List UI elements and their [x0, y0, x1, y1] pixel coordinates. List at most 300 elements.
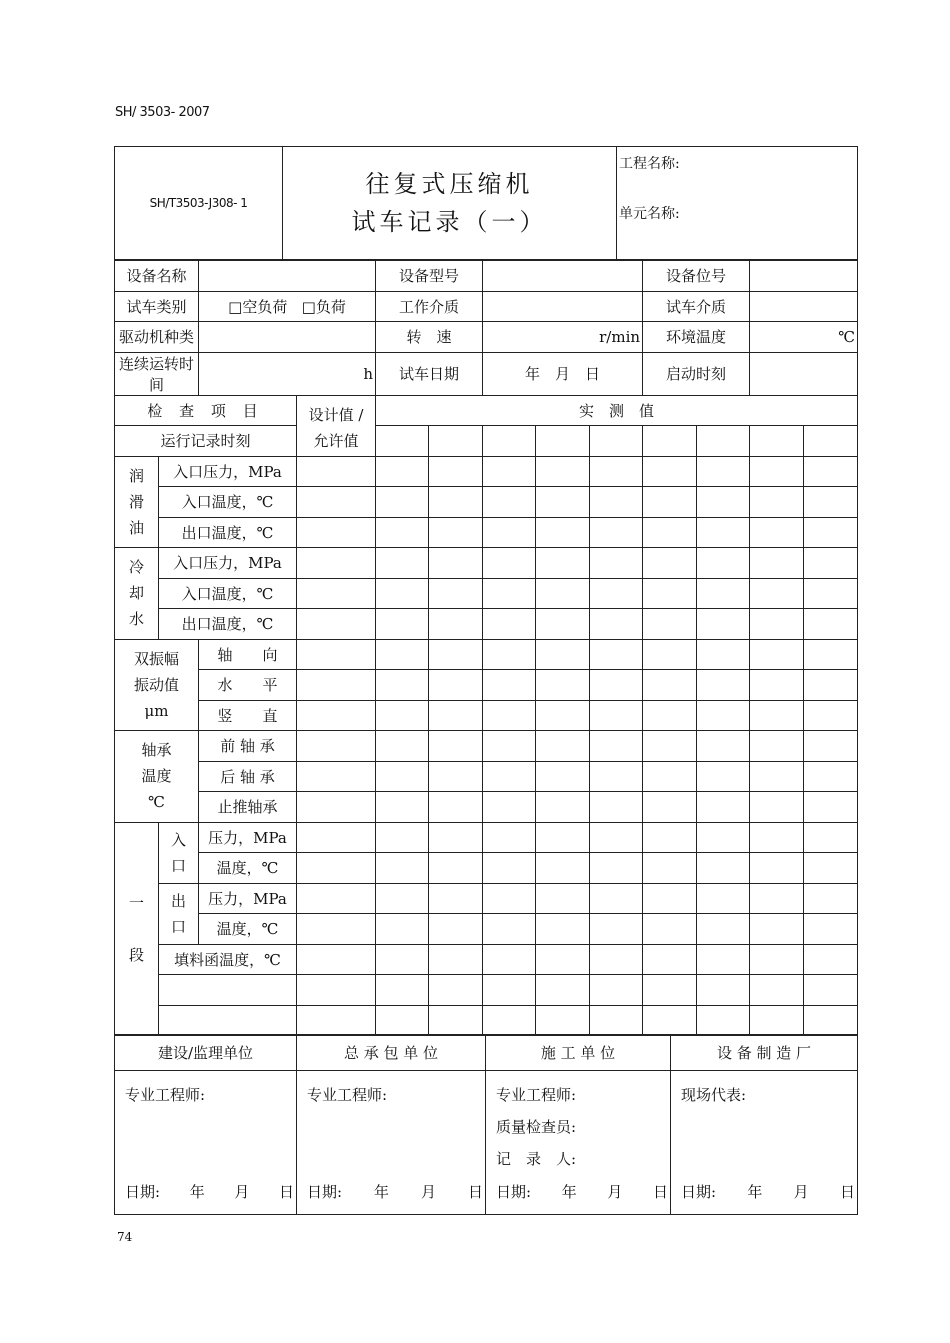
measured-value-cell[interactable]: [590, 456, 643, 487]
measured-value-cell[interactable]: [483, 456, 536, 487]
measured-value-cell[interactable]: [697, 822, 750, 853]
measured-value-cell[interactable]: [483, 578, 536, 609]
measured-value-cell[interactable]: [590, 914, 643, 945]
measured-value-cell[interactable]: [804, 761, 858, 792]
measured-value-cell[interactable]: [750, 792, 804, 823]
measured-value-cell[interactable]: [750, 1005, 804, 1036]
measured-value-cell[interactable]: [697, 883, 750, 914]
measured-value-cell[interactable]: [536, 761, 590, 792]
measured-value-cell[interactable]: [376, 578, 429, 609]
measured-value-cell[interactable]: [483, 609, 536, 640]
design-value-cell[interactable]: [297, 578, 376, 609]
stage1-row-6: [115, 975, 858, 1006]
measured-value-cell[interactable]: [697, 853, 750, 884]
measured-value-cell[interactable]: [697, 578, 750, 609]
measured-value-cell[interactable]: [429, 1005, 483, 1036]
measured-value-cell[interactable]: [429, 517, 483, 548]
measured-value-cell[interactable]: [697, 639, 750, 670]
design-value-cell[interactable]: [297, 639, 376, 670]
form-title-line2: 试车记录（一）: [351, 208, 548, 236]
measured-value-cell[interactable]: [804, 517, 858, 548]
bearing-row-3: [115, 792, 858, 823]
document-standard-code: SH/ 3503- 2007: [115, 105, 210, 120]
measured-value-cell[interactable]: [697, 456, 750, 487]
measured-value-cell[interactable]: [429, 822, 483, 853]
time-cell[interactable]: [536, 426, 590, 457]
engineer-label: 专业工程师:: [307, 1086, 388, 1104]
design-value-cell[interactable]: [297, 609, 376, 640]
measured-value-cell[interactable]: [536, 517, 590, 548]
project-name-label: 工程名称:: [619, 156, 680, 172]
start-time-value[interactable]: [750, 352, 858, 395]
measured-value-cell[interactable]: [376, 914, 429, 945]
measured-value-cell[interactable]: [536, 883, 590, 914]
time-cell[interactable]: [804, 426, 858, 457]
design-value-cell[interactable]: [297, 487, 376, 518]
measured-value-cell[interactable]: [750, 975, 804, 1006]
measured-value-cell[interactable]: [483, 944, 536, 975]
sign-date[interactable]: [496, 1176, 668, 1208]
stage1-row-3: [115, 883, 858, 914]
lube-inlet-temp-label: 入口温度，℃: [159, 487, 297, 518]
stage1-row-1: [115, 822, 858, 853]
measured-value-cell[interactable]: [697, 914, 750, 945]
measured-value-cell[interactable]: [590, 975, 643, 1006]
measured-value-cell[interactable]: [697, 670, 750, 701]
measured-value-cell[interactable]: [376, 883, 429, 914]
measured-value-cell[interactable]: [376, 670, 429, 701]
measured-value-cell[interactable]: [804, 975, 858, 1006]
stage1-row-2: [115, 853, 858, 884]
measured-value-cell[interactable]: [376, 731, 429, 762]
measured-value-cell[interactable]: [643, 731, 697, 762]
measured-value-cell[interactable]: [750, 548, 804, 579]
time-cell[interactable]: [750, 426, 804, 457]
measured-value-cell[interactable]: [750, 456, 804, 487]
design-value-cell[interactable]: [297, 548, 376, 579]
load-checkbox[interactable]: □负荷: [301, 297, 346, 316]
measured-value-cell[interactable]: [429, 761, 483, 792]
vib-group-line: μm: [144, 701, 169, 720]
time-cell[interactable]: [590, 426, 643, 457]
work-medium-label: 工作介质: [376, 291, 483, 322]
test-medium-label: 试车介质: [643, 291, 750, 322]
measured-value-cell[interactable]: [483, 700, 536, 731]
measured-value-cell[interactable]: [376, 517, 429, 548]
measured-value-cell[interactable]: [697, 792, 750, 823]
sign-date[interactable]: [125, 1176, 294, 1208]
measured-value-cell[interactable]: [536, 822, 590, 853]
year-label: 年: [747, 1183, 763, 1201]
day-label: 日: [652, 1183, 668, 1201]
time-cell[interactable]: [483, 426, 536, 457]
measured-value-cell[interactable]: [429, 944, 483, 975]
measured-value-cell[interactable]: [804, 609, 858, 640]
measured-value-cell[interactable]: [804, 456, 858, 487]
test-date-value[interactable]: 年 月 日: [483, 352, 643, 395]
measured-value-cell[interactable]: [590, 761, 643, 792]
date-label: 日期:: [307, 1183, 343, 1201]
cool-group-label: [115, 548, 159, 640]
measured-value-cell[interactable]: [429, 487, 483, 518]
measured-value-cell[interactable]: [483, 731, 536, 762]
cool-row-2: [115, 578, 858, 609]
day-label: 日: [467, 1183, 483, 1201]
measured-value-cell[interactable]: [483, 1005, 536, 1036]
measured-value-cell[interactable]: [536, 670, 590, 701]
measured-value-cell[interactable]: [750, 578, 804, 609]
lube-inlet-pressure-label: 入口压力，MPa: [159, 456, 297, 487]
measured-value-cell[interactable]: [429, 670, 483, 701]
stage1-row-4: [115, 914, 858, 945]
info-row-2: [115, 291, 858, 322]
measured-value-cell[interactable]: [697, 944, 750, 975]
measured-value-cell[interactable]: [376, 548, 429, 579]
design-value-cell[interactable]: [297, 517, 376, 548]
measured-value-cell[interactable]: [429, 975, 483, 1006]
equip-name-label: 设备名称: [115, 261, 199, 292]
bearing-group-line: ℃: [148, 793, 165, 812]
measured-value-cell[interactable]: [536, 944, 590, 975]
sign-date[interactable]: [307, 1176, 483, 1208]
blank-item-cell[interactable]: [159, 975, 297, 1006]
vib-row-3: [115, 700, 858, 731]
manufacturer-sign-box[interactable]: [671, 1071, 858, 1215]
driver-type-label: 驱动机种类: [115, 322, 199, 353]
measured-value-cell[interactable]: [590, 548, 643, 579]
info-row-3: [115, 322, 858, 353]
measured-value-cell[interactable]: [643, 670, 697, 701]
design-value-cell[interactable]: [297, 731, 376, 762]
ambient-temp-unit[interactable]: ℃: [750, 322, 858, 353]
driver-type-value[interactable]: [199, 322, 376, 353]
thrust-bearing-label: 止推轴承: [199, 792, 297, 823]
measured-value-cell[interactable]: [804, 1005, 858, 1036]
measured-value-cell[interactable]: [643, 609, 697, 640]
measured-value-cell[interactable]: [429, 578, 483, 609]
measured-value-cell[interactable]: [536, 853, 590, 884]
measured-value-cell[interactable]: [643, 456, 697, 487]
measured-value-cell[interactable]: [483, 853, 536, 884]
measured-value-cell[interactable]: [590, 853, 643, 884]
lube-group-char: 油: [128, 518, 144, 537]
measured-value-cell[interactable]: [483, 670, 536, 701]
measured-value-cell[interactable]: [804, 578, 858, 609]
measured-value-cell[interactable]: [536, 578, 590, 609]
measured-value-cell[interactable]: [643, 1005, 697, 1036]
run-time-label: 连续运转时间: [115, 352, 199, 395]
measured-value-cell[interactable]: [429, 639, 483, 670]
measured-value-cell[interactable]: [697, 761, 750, 792]
construction-unit-header: 施 工 单 位: [486, 1035, 671, 1071]
measured-value-cell[interactable]: [804, 853, 858, 884]
measured-value-cell[interactable]: [697, 731, 750, 762]
measured-value-cell[interactable]: [750, 609, 804, 640]
date-label: 日期:: [496, 1183, 532, 1201]
measured-value-cell[interactable]: [804, 548, 858, 579]
contractor-sign-box[interactable]: [297, 1071, 486, 1215]
time-cell[interactable]: [429, 426, 483, 457]
measured-value-cell[interactable]: [483, 761, 536, 792]
measured-value-cell[interactable]: [376, 1005, 429, 1036]
owner-supervisor-header: 建设/监理单位: [115, 1035, 297, 1071]
cool-group-char: 冷: [128, 558, 144, 577]
measured-value-cell[interactable]: [697, 609, 750, 640]
vib-axial-label: 轴 向: [199, 639, 297, 670]
measured-value-cell[interactable]: [697, 517, 750, 548]
measured-value-cell[interactable]: [643, 548, 697, 579]
measured-value-cell[interactable]: [750, 487, 804, 518]
measured-value-cell[interactable]: [483, 517, 536, 548]
stage1-group-char: 段: [128, 945, 144, 964]
bearing-row-2: [115, 761, 858, 792]
measured-value-cell[interactable]: [376, 853, 429, 884]
time-cell[interactable]: [643, 426, 697, 457]
measured-value-cell[interactable]: [590, 792, 643, 823]
measured-value-cell[interactable]: [643, 944, 697, 975]
measured-value-cell[interactable]: [429, 853, 483, 884]
ambient-temp-label: 环境温度: [643, 322, 750, 353]
check-item-header: 检 查 项 目: [115, 395, 297, 426]
recorder-label: 记 录 人:: [496, 1150, 577, 1168]
measured-value-cell[interactable]: [376, 975, 429, 1006]
measured-value-cell[interactable]: [536, 487, 590, 518]
no-load-checkbox[interactable]: □空负荷: [228, 297, 288, 316]
start-time-label: 启动时刻: [643, 352, 750, 395]
measured-value-cell[interactable]: [429, 609, 483, 640]
equip-model-value[interactable]: [483, 261, 643, 292]
bearing-group-line: 轴承: [141, 741, 172, 760]
measured-value-cell[interactable]: [750, 700, 804, 731]
measured-value-cell[interactable]: [483, 487, 536, 518]
measured-value-cell[interactable]: [697, 1005, 750, 1036]
measured-value-cell[interactable]: [376, 822, 429, 853]
work-medium-value[interactable]: [483, 291, 643, 322]
stage1-outlet-char: 口: [171, 917, 187, 936]
measured-value-cell[interactable]: [429, 914, 483, 945]
measured-value-cell[interactable]: [483, 822, 536, 853]
measured-value-cell[interactable]: [697, 975, 750, 1006]
stage1-group-label: [115, 822, 159, 1036]
vib-group-label: [115, 639, 199, 731]
measured-value-cell[interactable]: [536, 548, 590, 579]
measured-value-cell[interactable]: [643, 975, 697, 1006]
measured-header: 实 测 值: [376, 395, 858, 426]
measured-value-cell[interactable]: [643, 487, 697, 518]
measured-value-cell[interactable]: [643, 853, 697, 884]
construction-sign-box[interactable]: [486, 1071, 671, 1215]
measured-value-cell[interactable]: [536, 700, 590, 731]
measured-value-cell[interactable]: [590, 1005, 643, 1036]
sign-date[interactable]: [681, 1176, 855, 1208]
measured-value-cell[interactable]: [429, 456, 483, 487]
measured-value-cell[interactable]: [590, 944, 643, 975]
measured-value-cell[interactable]: [376, 609, 429, 640]
measured-value-cell[interactable]: [804, 944, 858, 975]
design-value-cell[interactable]: [297, 853, 376, 884]
vib-row-1: [115, 639, 858, 670]
cool-group-char: 却: [128, 584, 144, 603]
measured-value-cell[interactable]: [590, 639, 643, 670]
measured-value-cell[interactable]: [536, 1005, 590, 1036]
measured-value-cell[interactable]: [590, 670, 643, 701]
cool-inlet-pressure-label: 入口压力，MPa: [159, 548, 297, 579]
packing-temp-label: 填料函温度，℃: [159, 944, 297, 975]
design-value-line1: 设计值 /: [308, 405, 364, 424]
measured-value-cell[interactable]: [804, 822, 858, 853]
measured-value-cell[interactable]: [590, 578, 643, 609]
measured-value-cell[interactable]: [643, 822, 697, 853]
measured-value-cell[interactable]: [536, 456, 590, 487]
grid-header-row-1: [115, 395, 858, 426]
measured-value-cell[interactable]: [483, 914, 536, 945]
date-label: 日期:: [125, 1183, 161, 1201]
record-table: [114, 260, 858, 1036]
measured-value-cell[interactable]: [697, 487, 750, 518]
measured-value-cell[interactable]: [483, 975, 536, 1006]
measured-value-cell[interactable]: [590, 517, 643, 548]
lube-row-1: [115, 456, 858, 487]
measured-value-cell[interactable]: [483, 792, 536, 823]
measured-value-cell[interactable]: [750, 914, 804, 945]
measured-value-cell[interactable]: [429, 548, 483, 579]
measured-value-cell[interactable]: [483, 548, 536, 579]
blank-item-cell[interactable]: [159, 1005, 297, 1036]
project-info: [617, 147, 858, 260]
measured-value-cell[interactable]: [750, 944, 804, 975]
measured-value-cell[interactable]: [590, 700, 643, 731]
measured-value-cell[interactable]: [750, 670, 804, 701]
cool-row-3: [115, 609, 858, 640]
design-value-cell[interactable]: [297, 914, 376, 945]
measured-value-cell[interactable]: [590, 822, 643, 853]
measured-value-cell[interactable]: [376, 792, 429, 823]
record-time-header: 运行记录时刻: [115, 426, 297, 457]
measured-value-cell[interactable]: [643, 914, 697, 945]
design-value-cell[interactable]: [297, 883, 376, 914]
year-label: 年: [189, 1183, 205, 1201]
measured-value-cell[interactable]: [643, 578, 697, 609]
design-value-cell[interactable]: [297, 975, 376, 1006]
measured-value-cell[interactable]: [750, 883, 804, 914]
measured-value-cell[interactable]: [376, 487, 429, 518]
form-title: [283, 147, 617, 260]
design-value-header: [297, 395, 376, 456]
measured-value-cell[interactable]: [750, 731, 804, 762]
measured-value-cell[interactable]: [376, 456, 429, 487]
measured-value-cell[interactable]: [804, 914, 858, 945]
measured-value-cell[interactable]: [536, 975, 590, 1006]
measured-value-cell[interactable]: [536, 792, 590, 823]
design-value-cell[interactable]: [297, 761, 376, 792]
test-medium-value[interactable]: [750, 291, 858, 322]
time-cell[interactable]: [376, 426, 429, 457]
measured-value-cell[interactable]: [483, 639, 536, 670]
measured-value-cell[interactable]: [429, 700, 483, 731]
stage1-outlet-label: [159, 883, 199, 944]
design-value-cell[interactable]: [297, 1005, 376, 1036]
measured-value-cell[interactable]: [483, 883, 536, 914]
measured-value-cell[interactable]: [804, 731, 858, 762]
measured-value-cell[interactable]: [376, 700, 429, 731]
equip-name-value[interactable]: [199, 261, 376, 292]
stage1-inlet-char: 入: [171, 830, 187, 849]
measured-value-cell[interactable]: [536, 914, 590, 945]
measured-value-cell[interactable]: [750, 822, 804, 853]
design-value-cell[interactable]: [297, 822, 376, 853]
design-value-cell[interactable]: [297, 944, 376, 975]
measured-value-cell[interactable]: [750, 853, 804, 884]
measured-value-cell[interactable]: [590, 883, 643, 914]
speed-unit[interactable]: r/min: [483, 322, 643, 353]
test-type-label: 试车类别: [115, 291, 199, 322]
signature-body-row: [115, 1071, 858, 1215]
measured-value-cell[interactable]: [804, 487, 858, 518]
design-value-cell[interactable]: [297, 670, 376, 701]
measured-value-cell[interactable]: [804, 639, 858, 670]
test-type-options[interactable]: [199, 291, 376, 322]
month-label: 月: [420, 1183, 436, 1201]
measured-value-cell[interactable]: [804, 792, 858, 823]
design-value-cell[interactable]: [297, 456, 376, 487]
time-cell[interactable]: [697, 426, 750, 457]
design-value-cell[interactable]: [297, 700, 376, 731]
owner-sign-box[interactable]: [115, 1071, 297, 1215]
measured-value-cell[interactable]: [590, 731, 643, 762]
measured-value-cell[interactable]: [804, 883, 858, 914]
measured-value-cell[interactable]: [643, 792, 697, 823]
front-bearing-label: 前 轴 承: [199, 731, 297, 762]
measured-value-cell[interactable]: [804, 670, 858, 701]
measured-value-cell[interactable]: [643, 639, 697, 670]
measured-value-cell[interactable]: [697, 700, 750, 731]
form-header: [114, 146, 858, 260]
cool-group-char: 水: [128, 610, 144, 629]
measured-value-cell[interactable]: [643, 761, 697, 792]
measured-value-cell[interactable]: [429, 731, 483, 762]
equip-tag-value[interactable]: [750, 261, 858, 292]
measured-value-cell[interactable]: [376, 944, 429, 975]
lube-group-label: [115, 456, 159, 548]
speed-label: 转 速: [376, 322, 483, 353]
measured-value-cell[interactable]: [750, 761, 804, 792]
engineer-label: 专业工程师:: [125, 1086, 206, 1104]
stage1-group-char: 一: [128, 893, 144, 912]
measured-value-cell[interactable]: [643, 700, 697, 731]
measured-value-cell[interactable]: [536, 731, 590, 762]
measured-value-cell[interactable]: [429, 792, 483, 823]
measured-value-cell[interactable]: [429, 883, 483, 914]
measured-value-cell[interactable]: [643, 517, 697, 548]
measured-value-cell[interactable]: [590, 487, 643, 518]
measured-value-cell[interactable]: [750, 517, 804, 548]
stage1-inlet-temp-label: 温度，℃: [199, 853, 297, 884]
run-time-unit[interactable]: h: [199, 352, 376, 395]
measured-value-cell[interactable]: [376, 639, 429, 670]
measured-value-cell[interactable]: [697, 548, 750, 579]
design-value-cell[interactable]: [297, 792, 376, 823]
month-label: 月: [607, 1183, 623, 1201]
measured-value-cell[interactable]: [804, 700, 858, 731]
measured-value-cell[interactable]: [590, 609, 643, 640]
measured-value-cell[interactable]: [643, 883, 697, 914]
measured-value-cell[interactable]: [376, 761, 429, 792]
measured-value-cell[interactable]: [536, 639, 590, 670]
measured-value-cell[interactable]: [750, 639, 804, 670]
year-label: 年: [374, 1183, 390, 1201]
inspector-label: 质量检查员:: [496, 1118, 577, 1136]
measured-value-cell[interactable]: [536, 609, 590, 640]
